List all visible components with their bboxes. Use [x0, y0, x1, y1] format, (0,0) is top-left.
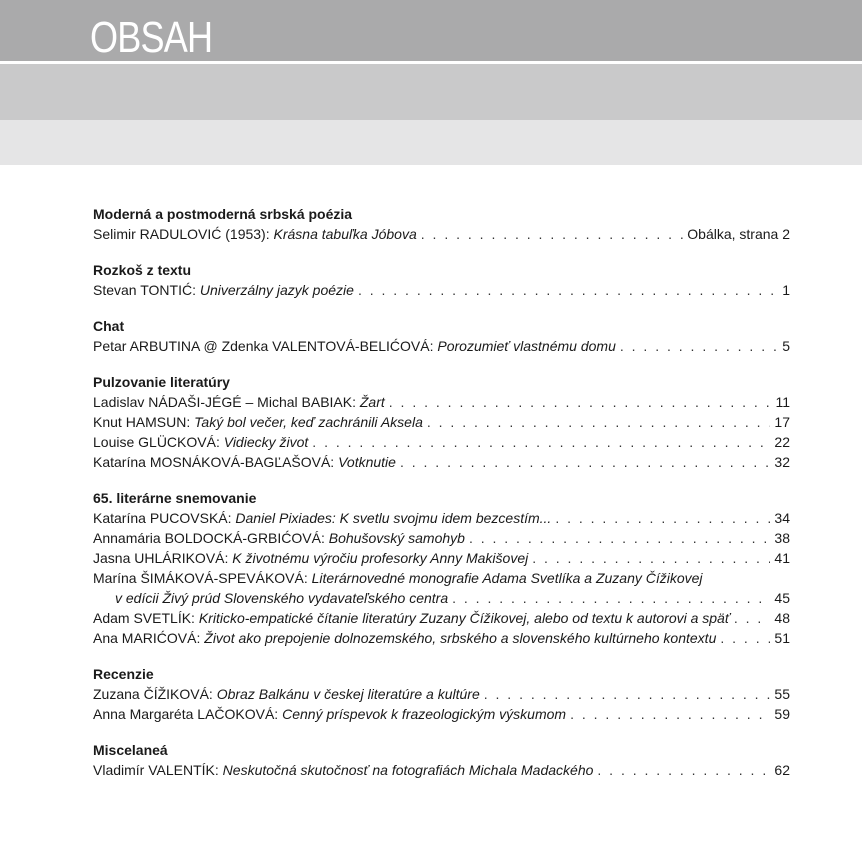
dot-leader [734, 608, 771, 628]
dot-leader [312, 432, 770, 452]
entry-work: K životnému výročiu profesorky Anny Makišovej [232, 550, 529, 566]
entry-author: Marína ŠIMÁKOVÁ-SPEVÁKOVÁ: [93, 570, 312, 586]
entry-work: Krásna tabuľka Jóbova [273, 226, 417, 242]
entry-work: Žart [359, 394, 385, 410]
entry-author: Jasna UHLÁRIKOVÁ: [93, 550, 233, 566]
entry-work: Votknutie [338, 454, 396, 470]
entry-page: 11 [775, 394, 790, 410]
toc-entry[interactable] [93, 704, 790, 724]
toc-entry[interactable] [93, 336, 790, 356]
entry-work-continuation: v edícii Živý prúd Slovenského vydavateľského centra [115, 590, 449, 606]
toc-section [93, 205, 790, 244]
dot-leader [389, 392, 772, 412]
section-title: Recenzie [93, 666, 154, 682]
table-of-contents [93, 205, 790, 797]
dot-leader [427, 412, 771, 432]
entry-page: 41 [774, 550, 790, 566]
toc-entry[interactable] [93, 280, 790, 300]
entry-author: Zuzana ČÍŽIKOVÁ: [93, 686, 217, 702]
entry-work: Neskutočná skutočnosť na fotografiách Michala Madackého [222, 762, 594, 778]
entry-author: Petar ARBUTINA @ Zdenka VALENTOVÁ-BELIĆOVÁ: [93, 338, 438, 354]
entry-work: Univerzálny jazyk poézie [199, 282, 354, 298]
entry-author: Adam SVETLÍK: [93, 610, 199, 626]
toc-entry[interactable] [93, 548, 790, 568]
entry-work: Obraz Balkánu v českej literatúre a kultúre [216, 686, 480, 702]
entry-page: 34 [774, 510, 790, 526]
entry-page: 32 [774, 454, 790, 470]
toc-entry[interactable] [93, 412, 790, 432]
entry-work: Taký bol večer, keď zachránili Aksela [194, 414, 423, 430]
toc-entry[interactable] [93, 608, 790, 628]
section-title: Pulzovanie literatúry [93, 374, 230, 390]
entry-work: Kriticko-empatické čítanie literatúry Zuzany Čížikovej, alebo od textu k autorovi a späť [198, 610, 730, 626]
dot-leader [358, 280, 778, 300]
section-title: Moderná a postmoderná srbská poézia [93, 206, 353, 222]
entry-author: Vladimír VALENTÍK: [93, 762, 223, 778]
section-title: 65. literárne snemovanie [93, 490, 257, 506]
section-title: Chat [93, 318, 125, 334]
toc-entry[interactable] [93, 392, 790, 412]
section-title: Rozkoš z textu [93, 262, 192, 278]
dot-leader [620, 336, 778, 356]
entry-page: 1 [782, 282, 790, 298]
toc-section [93, 665, 790, 724]
entry-author: Anna Margaréta LAČOKOVÁ: [93, 706, 283, 722]
toc-entry[interactable] [93, 432, 790, 452]
entry-author: Selimir RADULOVIĆ (1953): [93, 226, 274, 242]
entry-work: Vidiecky život [223, 434, 309, 450]
toc-section [93, 317, 790, 356]
toc-entry[interactable] [93, 568, 790, 588]
dot-leader [400, 452, 770, 472]
entry-page: Obálka, strana 2 [687, 226, 790, 242]
entry-author: Stevan TONTIĆ: [93, 282, 200, 298]
dot-leader [570, 704, 770, 724]
dot-leader [469, 528, 770, 548]
entry-work: Bohušovský samohyb [328, 530, 465, 546]
entry-author: Katarína MOSNÁKOVÁ-BAGĽAŠOVÁ: [93, 454, 339, 470]
entry-page: 59 [774, 706, 790, 722]
header-band-mid [0, 64, 862, 120]
entry-page: 51 [774, 630, 790, 646]
entry-work: Život ako prepojenie dolnozemského, srbského a slovenského kultúrneho kontextu [204, 630, 717, 646]
toc-entry-continuation[interactable] [93, 588, 790, 608]
entry-author: Annamária BOLDOCKÁ-GRBIĆOVÁ: [93, 530, 329, 546]
entry-work: Cenný príspevok k frazeologickým výskumom [282, 706, 567, 722]
page-title: OBSAH [90, 13, 213, 62]
toc-entry[interactable] [93, 760, 790, 780]
section-title: Miscelaneá [93, 742, 168, 758]
entry-page: 22 [774, 434, 790, 450]
entry-author: Knut HAMSUN: [93, 414, 195, 430]
toc-section [93, 261, 790, 300]
dot-leader [720, 628, 770, 648]
entry-work: Porozumieť vlastnému domu [437, 338, 616, 354]
entry-author: Louise GLÜCKOVÁ: [93, 434, 224, 450]
toc-entry[interactable] [93, 628, 790, 648]
toc-entry[interactable] [93, 508, 790, 528]
entry-page: 48 [774, 610, 790, 626]
header-band-light [0, 120, 862, 165]
entry-work: Daniel Pixiades: K svetlu svojmu idem bezcestím... [235, 510, 552, 526]
toc-entry[interactable] [93, 684, 790, 704]
entry-page: 5 [782, 338, 790, 354]
entry-author: Katarína PUCOVSKÁ: [93, 510, 236, 526]
dot-leader [452, 588, 770, 608]
dot-leader [597, 760, 770, 780]
toc-entry[interactable] [93, 528, 790, 548]
dot-leader [555, 508, 770, 528]
entry-page: 62 [774, 762, 790, 778]
entry-page: 55 [774, 686, 790, 702]
dot-leader [421, 224, 684, 244]
toc-section [93, 373, 790, 472]
toc-section [93, 489, 790, 648]
dot-leader [484, 684, 771, 704]
entry-work: Literárnovedné monografie Adama Svetlíka a Zuzany Čížikovej [311, 570, 703, 586]
entry-page: 45 [774, 590, 790, 606]
toc-section [93, 741, 790, 780]
entry-page: 17 [774, 414, 790, 430]
dot-leader [532, 548, 770, 568]
entry-page: 38 [774, 530, 790, 546]
toc-entry[interactable] [93, 452, 790, 472]
entry-author: Ladislav NÁDAŠI-JÉGÉ – Michal BABIAK: [93, 394, 360, 410]
entry-author: Ana MARIĆOVÁ: [93, 630, 205, 646]
toc-entry[interactable] [93, 224, 790, 244]
